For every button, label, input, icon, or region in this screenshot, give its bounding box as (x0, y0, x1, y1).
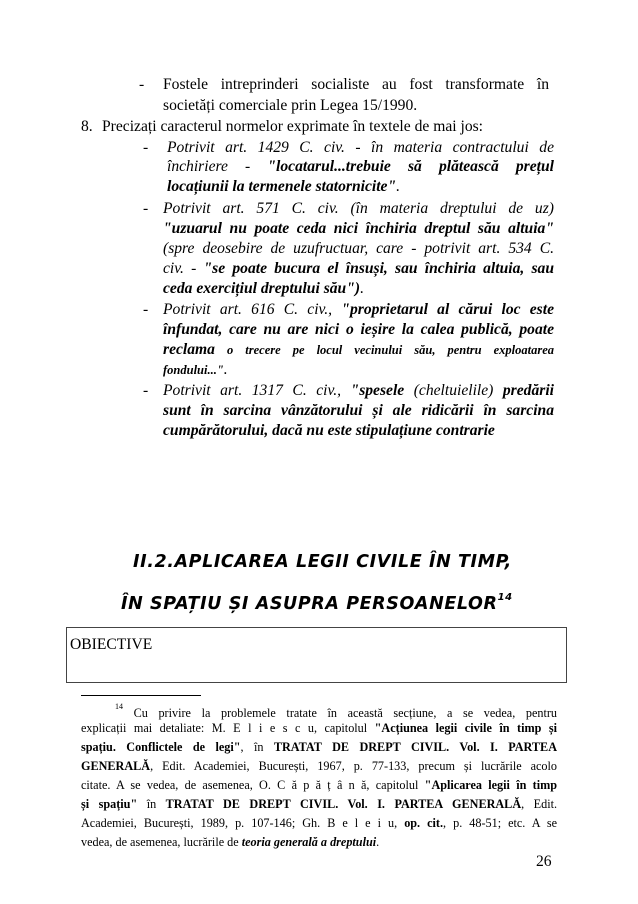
list-dash: - (143, 200, 149, 217)
list-dash: - (143, 301, 149, 318)
quote-line: cumpărătorului, dacă nu este stipulațiune contrarie (163, 422, 495, 439)
objectives-box (66, 627, 567, 683)
quote-line: (spre deosebire de uzufructuar, care - potrivit art. 534 C. (163, 240, 554, 257)
footnote-reference: 14 (497, 592, 513, 604)
quote-line: Potrivit art. 1429 C. civ. - în materia contractului de (167, 139, 554, 156)
footnote-line: Academiei, București, 1989, p. 107-146; Gh. B e l e i u, op. cit., p. 48-51; etc. A se (81, 816, 557, 830)
quote-line: civ. - "se poate bucura el însuși, sau închiria altuia, sau (163, 260, 555, 277)
footnote-line: explicații mai detaliate: M. E l i e s c u, capitolul "Acțiunea legii civile în timp și (81, 721, 558, 735)
quote-line: sunt în sarcina vânzătorului și ale ridicării în sarcina (163, 402, 554, 419)
footnote-line: $^{14}$ Cu privire la problemele tratate în această secțiune, a se vedea, pentru (115, 702, 558, 721)
quote-line: ceda exercițiul dreptului său"). (163, 280, 364, 297)
list-dash: - (139, 76, 145, 93)
question-number: 8. (81, 118, 93, 135)
section-heading-line2: ÎN SPAȚIU ȘI ASUPRA PERSOANELOR$^{14}$ (121, 592, 513, 614)
list-dash: - (143, 382, 149, 399)
footnote-line: și spațiu" în TRATAT DE DREPT CIVIL. Vol. I. PARTEA GENERALĂ, Edit. (81, 797, 558, 811)
footnote-line: spațiu. Conflictele de legi", în TRATAT DE DREPT CIVIL. Vol. I. PARTEA (81, 740, 557, 754)
footnote-line: citate. A se vedea, de asemenea, O. C ă p ă ț â n ă, capitolul "Aplicarea legii în timp (81, 778, 558, 792)
footnote-line: GENERALĂ, Edit. Academiei, București, 1967, p. 77-133, precum și lucrările acolo (81, 759, 557, 773)
quote-line: Potrivit art. 1317 C. civ., "spesele (cheltuielile) predării (163, 382, 554, 399)
list-dash: - (143, 139, 149, 156)
quote-line: locațiunii la termenele statornicite". (167, 178, 401, 195)
section-heading-line1: II.2.APLICAREA LEGII CIVILE ÎN TIMP, (133, 552, 512, 572)
list-item-text: societăți comerciale prin Legea 15/1990. (163, 97, 418, 114)
page-number: 26 (536, 853, 552, 870)
footnote-divider (81, 695, 201, 696)
quote-line: închiriere - "locatarul...trebuie să plătească prețul (167, 158, 554, 175)
question-text: Precizați caracterul normelor exprimate în textele de mai jos: (102, 118, 484, 135)
quote-line: fondului...". (163, 361, 228, 378)
objectives-label: OBIECTIVE (70, 636, 153, 653)
quote-line: "uzuarul nu poate ceda nici închiria dreptul său altuia" (163, 220, 554, 237)
quote-line: înfundat, care nu are nici o ieșire la calea publică, poate (163, 321, 554, 338)
quote-line: reclama o trecere pe locul vecinului său, pentru exploatarea (163, 341, 554, 358)
footnote-line: vedea, de asemenea, lucrările de teoria generală a dreptului. (81, 835, 380, 849)
quote-line: Potrivit art. 616 C. civ., "proprietarul al cărui loc este (163, 301, 554, 318)
list-item-text: Fostele intreprinderi socialiste au fost transformate în (163, 76, 549, 93)
quote-line: Potrivit art. 571 C. civ. (în materia dreptului de uz) (163, 200, 554, 217)
